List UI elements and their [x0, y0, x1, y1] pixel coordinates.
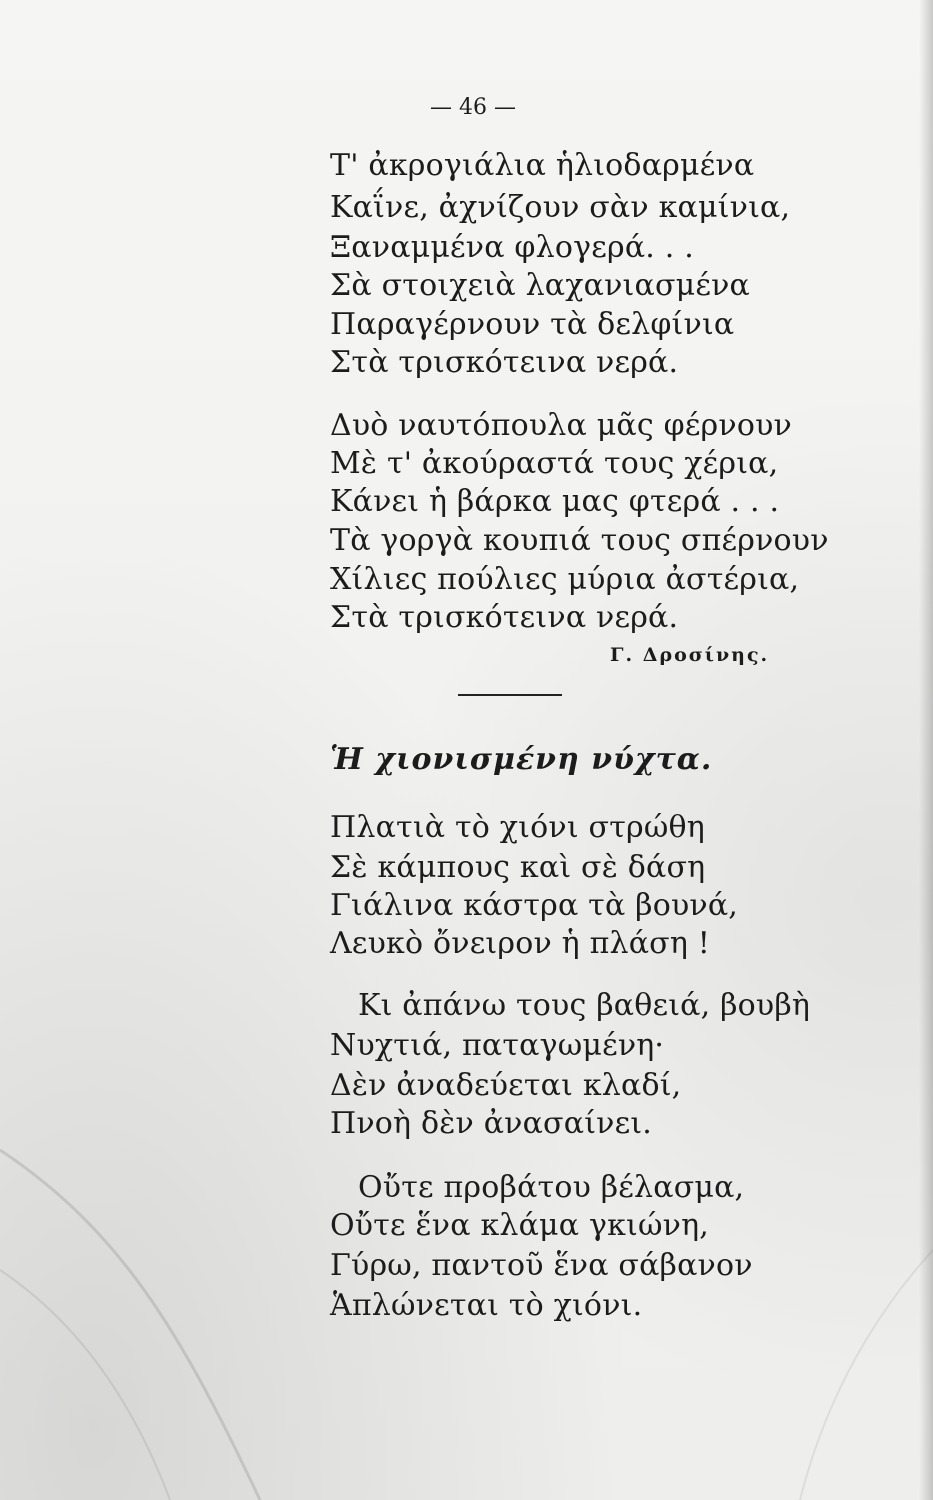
- page-number: — 46 —: [430, 95, 516, 120]
- poem-line: Ἁπλώνεται τὸ χιόνι.: [330, 1288, 643, 1323]
- poem-line: Γιάλινα κάστρα τὰ βουνά,: [330, 888, 739, 923]
- poem-line: Σὲ κάμπους καὶ σὲ δάση: [330, 850, 706, 885]
- poem-line: Τὰ γοργὰ κουπιά τους σπέρνουν: [330, 523, 829, 558]
- poem-line: Οὔτε προβάτου βέλασμα,: [358, 1170, 745, 1205]
- poem-line: Παραγέρνουν τὰ δελφίνια: [330, 307, 735, 342]
- poem-line: Ξαναμμένα φλογερά. . .: [330, 230, 694, 265]
- poem-line: Χίλιες πούλιες μύρια ἀστέρια,: [330, 562, 800, 597]
- poem-line: Πνοὴ δὲν ἀνασαίνει.: [330, 1106, 653, 1141]
- poem-line: Πλατιὰ τὸ χιόνι στρώθη: [330, 810, 705, 845]
- poem-line: Γύρω, παντοῦ ἕνα σάβανον: [330, 1248, 753, 1283]
- page-edge-shadow: [919, 0, 933, 1500]
- poem-line: Στὰ τρισκότεινα νερά.: [330, 600, 679, 635]
- poem-line: Δὲν ἀναδεύεται κλαδί,: [330, 1068, 682, 1103]
- author-signature: Γ. Δροσίνης.: [610, 644, 770, 666]
- section-divider: [458, 694, 562, 696]
- poem-line: Δυὸ ναυτόπουλα μᾶς φέρνουν: [330, 408, 792, 443]
- poem-line: Νυχτιά, παταγωμένη·: [330, 1028, 665, 1063]
- poem-line: Καΐνε, ἀχνίζουν σὰν καμίνια,: [330, 190, 791, 225]
- poem-line: Κι ἀπάνω τους βαθειά, βουβὴ: [358, 988, 811, 1023]
- poem-title: Ἡ χιονισμένη νύχτα.: [330, 742, 713, 777]
- poem-line: Στὰ τρισκότεινα νερά.: [330, 345, 679, 380]
- poem-line: Οὔτε ἕνα κλάμα γκιώνη,: [330, 1208, 710, 1243]
- poem-line: Τ' ἀκρογιάλια ἡλιοδαρμένα: [330, 148, 755, 183]
- poem-line: Μὲ τ' ἀκούραστά τους χέρια,: [330, 446, 779, 481]
- poem-line: Σὰ στοιχειὰ λαχανιασμένα: [330, 268, 750, 303]
- poem-line: Κάνει ἡ βάρκα μας φτερά . . .: [330, 484, 780, 519]
- poem-line: Λευκὸ ὄνειρον ἡ πλάση !: [330, 926, 711, 961]
